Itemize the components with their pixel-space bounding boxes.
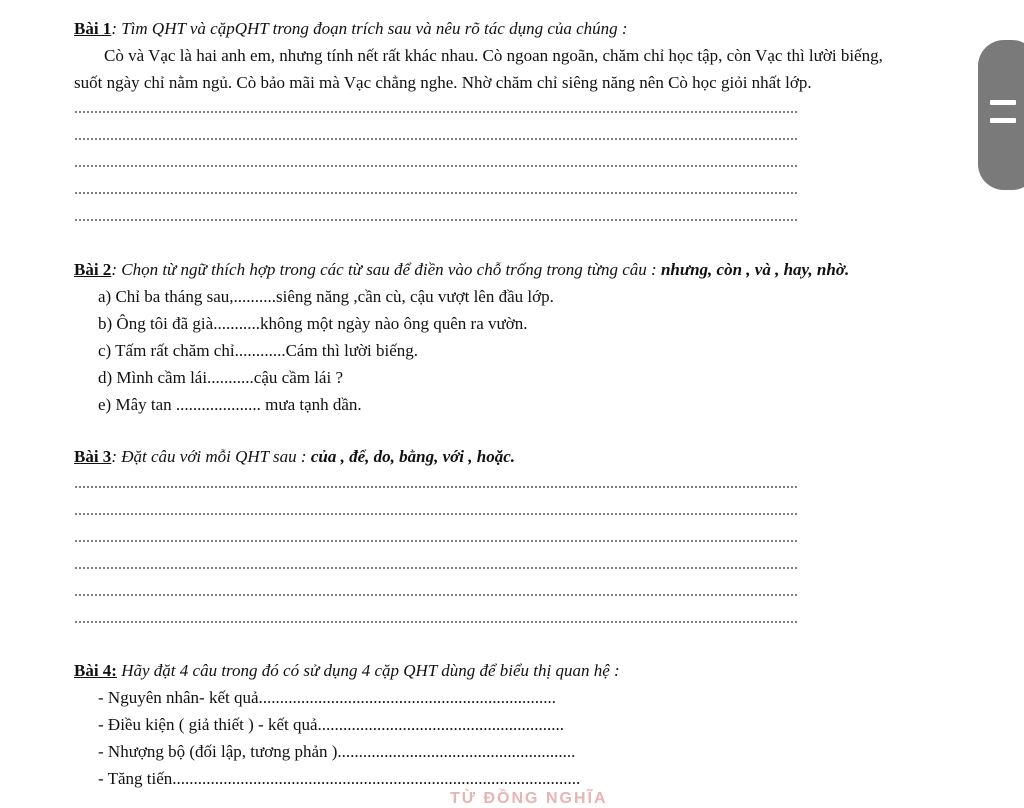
scroll-handle[interactable]: [978, 40, 1024, 190]
ex2-instruction: : Chọn từ ngữ thích hợp trong các từ sau để điền vào chỗ trống trong từng câu :: [111, 260, 657, 279]
ex1-passage-line1: Cò và Vạc là hai anh em, nhưng tính nết rất khác nhau. Cò ngoan ngoãn, chăm chỉ học tập, còn Vạc thì lười biếng,: [104, 46, 883, 65]
ex4-item-condition-result: - Điều kiện ( giả thiết ) - kết quả..........................................................: [98, 715, 565, 734]
ex2-item-a: a) Chỉ ba tháng sau,..........siêng năng ,cần cù, cậu vượt lên đầu lớp.: [98, 287, 554, 306]
ex4-item-progression: - Tăng tiến................................................................................................: [98, 769, 581, 788]
ex4-heading: [74, 660, 620, 682]
answer-line: [74, 621, 798, 623]
ex4-item-cause-effect: - Nguyên nhân- kết quả......................................................................: [98, 688, 557, 707]
ex2-label: Bài 2: [74, 260, 112, 279]
ex2-item-e: e) Mây tan .................... mưa tạnh dần.: [98, 395, 362, 414]
answer-line: [74, 111, 798, 113]
answer-line: [74, 219, 798, 221]
ex4-label: Bài 4:: [74, 661, 117, 680]
ex1-label: Bài 1: [74, 19, 112, 38]
handle-grip-icon: [990, 100, 1016, 105]
ex2-word-list: nhưng, còn , và , hay, nhờ.: [660, 260, 850, 279]
ex2-item-c: c) Tấm rất chăm chỉ............Cám thì lười biếng.: [98, 341, 419, 360]
answer-line: [74, 513, 798, 515]
ex3-word-list: của , để, do, bằng, với , hoặc.: [310, 447, 515, 466]
ex3-heading: [74, 446, 515, 468]
answer-line: [74, 138, 798, 140]
ex4-instruction: Hãy đặt 4 câu trong đó có sử dụng 4 cặp QHT dùng để biểu thị quan hệ :: [116, 661, 620, 680]
ex3-label: Bài 3: [74, 447, 112, 466]
answer-line: [74, 540, 798, 542]
ex1-instruction: : Tìm QHT và cặpQHT trong đoạn trích sau và nêu rõ tác dụng của chúng :: [111, 19, 628, 38]
answer-line: [74, 567, 798, 569]
handle-grip-icon: [990, 118, 1016, 123]
answer-line: [74, 486, 798, 488]
footer-cut-text: TỪ ĐỒNG NGHĨA: [450, 790, 608, 807]
ex1-passage-line2: suốt ngày chỉ nằm ngủ. Cò bảo mãi mà Vạc chẳng nghe. Nhờ chăm chỉ siêng năng nên Cò học giỏi nhất lớp.: [74, 73, 812, 92]
answer-line: [74, 594, 798, 596]
ex3-instruction: : Đặt câu với mỗi QHT sau :: [111, 447, 307, 466]
ex2-item-d: d) Mình cầm lái...........cậu cầm lái ?: [98, 368, 343, 387]
ex4-item-concession: - Nhượng bộ (đối lập, tương phản )........................................................: [98, 742, 576, 761]
answer-line: [74, 192, 798, 194]
answer-line: [74, 165, 798, 167]
ex2-item-b: b) Ông tôi đã già...........không một ngày nào ông quên ra vườn.: [98, 314, 528, 333]
ex1-heading: [74, 18, 628, 40]
ex2-heading: [74, 259, 849, 281]
